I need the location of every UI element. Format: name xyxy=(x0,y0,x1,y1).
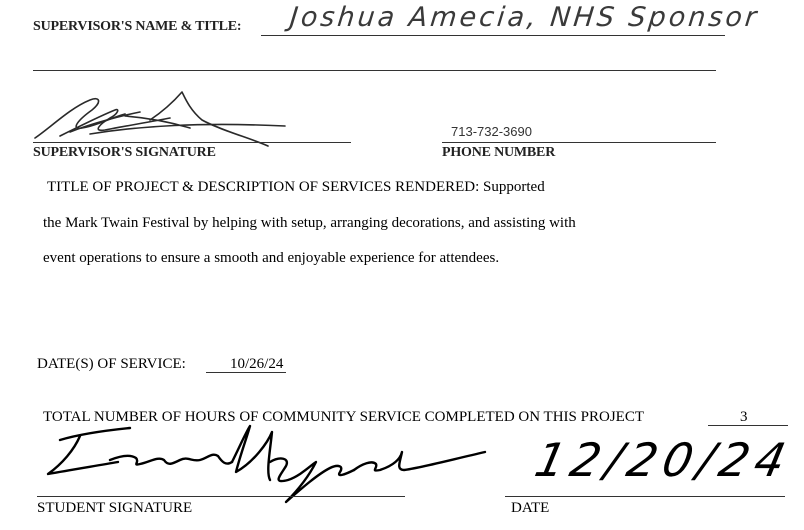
dates-of-service-value[interactable]: 10/26/24 xyxy=(230,356,284,372)
student-signature-label: STUDENT SIGNATURE xyxy=(37,500,193,516)
supervisor-signature-label: SUPERVISOR'S SIGNATURE xyxy=(33,145,216,160)
project-description-line-1: TITLE OF PROJECT & DESCRIPTION OF SERVICES RENDERED: Supported xyxy=(47,179,545,195)
project-description-line-2: the Mark Twain Festival by helping with setup, arranging decorations, and assisting with xyxy=(43,215,576,231)
total-hours-line xyxy=(708,425,788,426)
phone-line xyxy=(442,142,716,143)
phone-value[interactable]: 713-732-3690 xyxy=(451,124,532,139)
total-hours-value[interactable]: 3 xyxy=(740,409,748,425)
supervisor-signature-line xyxy=(33,142,351,143)
supervisor-name-title-line xyxy=(261,35,725,36)
student-signature-line xyxy=(37,496,405,497)
project-description-line-3: event operations to ensure a smooth and enjoyable experience for attendees. xyxy=(43,250,500,266)
supervisor-signature-image xyxy=(30,88,310,153)
student-date-label: DATE xyxy=(511,500,550,516)
student-signature-image xyxy=(40,422,490,507)
supervisor-name-title-label: SUPERVISOR'S NAME & TITLE: xyxy=(33,19,242,34)
dates-of-service-label: DATE(S) OF SERVICE: xyxy=(37,356,186,372)
student-date-line xyxy=(505,496,785,497)
supervisor-extra-line xyxy=(33,70,716,71)
phone-label: PHONE NUMBER xyxy=(442,145,556,160)
student-date-value[interactable]: 12/20/24 xyxy=(530,433,797,487)
total-hours-label: TOTAL NUMBER OF HOURS OF COMMUNITY SERVICE COMPLETED ON THIS PROJECT xyxy=(43,409,644,425)
supervisor-name-title-value[interactable]: Joshua Amecia, NHS Sponsor xyxy=(288,2,761,33)
